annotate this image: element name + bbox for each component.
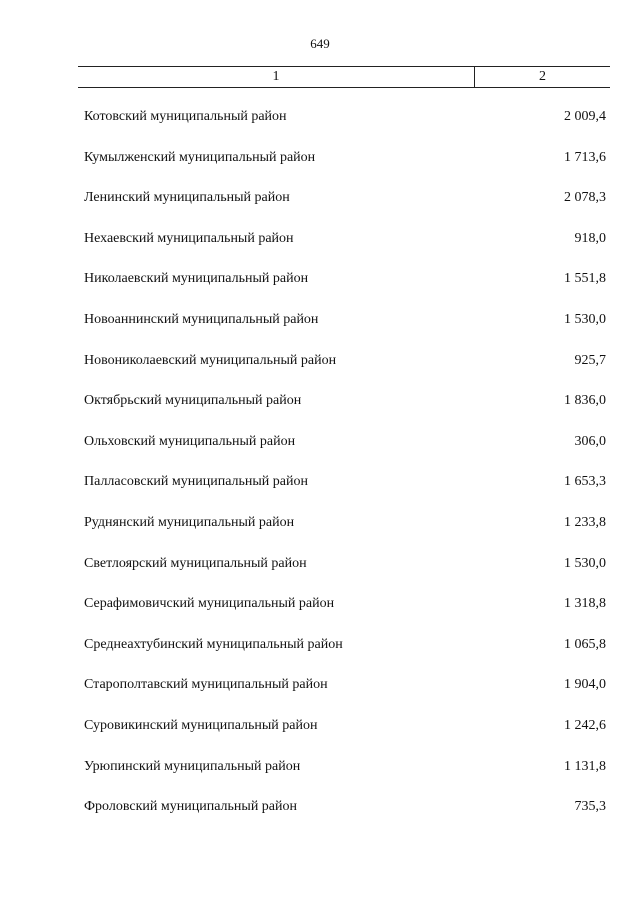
- district-value: 1 318,8: [564, 596, 606, 612]
- district-name: Руднянский муниципальный район: [84, 514, 295, 530]
- district-name: Фроловский муниципальный район: [84, 799, 298, 815]
- column-header-1: 1: [78, 67, 475, 87]
- table-row: [84, 351, 606, 392]
- district-name: Николаевский муниципальный район: [84, 271, 309, 287]
- district-value: 2 009,4: [564, 109, 606, 124]
- district-value: 918,0: [574, 230, 606, 246]
- table-row: [84, 513, 606, 554]
- district-name: Новоаннинский муниципальный район: [84, 311, 319, 327]
- district-value: 1 065,8: [564, 636, 606, 652]
- table-row: [84, 391, 606, 432]
- district-name: Котовский муниципальный район: [84, 109, 287, 124]
- district-name: Суровикинский муниципальный район: [84, 717, 318, 733]
- district-name: Светлоярский муниципальный район: [84, 555, 307, 571]
- district-value: 1 233,8: [564, 514, 606, 530]
- table-row: [84, 229, 606, 270]
- district-name: Ленинский муниципальный район: [84, 190, 290, 206]
- district-name: Урюпинский муниципальный район: [84, 758, 301, 774]
- district-value: 2 078,3: [564, 190, 606, 206]
- table-row: [84, 675, 606, 716]
- district-name: Новониколаевский муниципальный район: [84, 352, 337, 368]
- district-name: Нехаевский муниципальный район: [84, 230, 294, 246]
- table-row: [84, 635, 606, 676]
- table-row: [84, 188, 606, 229]
- table-row: [84, 594, 606, 635]
- table-row: [84, 757, 606, 798]
- district-value: 1 904,0: [564, 677, 606, 693]
- column-header-2: 2: [539, 69, 546, 84]
- district-value: 1 131,8: [564, 758, 606, 774]
- district-name: Кумылженский муниципальный район: [84, 149, 316, 165]
- district-value: 1 530,0: [564, 311, 606, 327]
- table-row: [84, 797, 606, 838]
- district-value: 1 836,0: [564, 393, 606, 409]
- table-row: [84, 472, 606, 513]
- district-value: 1 713,6: [564, 149, 606, 165]
- table-row: [84, 432, 606, 473]
- district-value: 1 653,3: [564, 474, 606, 490]
- district-name: Старополтавский муниципальный район: [84, 677, 328, 693]
- district-value: 735,3: [574, 799, 606, 815]
- district-name: Серафимовичский муниципальный район: [84, 596, 335, 612]
- table-body: [84, 107, 606, 838]
- table-row: [84, 554, 606, 595]
- table-row: [84, 107, 606, 148]
- district-value: 925,7: [574, 352, 606, 368]
- district-value: 1 551,8: [564, 271, 606, 287]
- table-row: [84, 310, 606, 351]
- district-name: Среднеахтубинский муниципальный район: [84, 636, 343, 652]
- district-value: 1 530,0: [564, 555, 606, 571]
- district-name: Палласовский муниципальный район: [84, 474, 308, 490]
- district-name: Ольховский муниципальный район: [84, 433, 296, 449]
- table-row: [84, 716, 606, 757]
- table-row: [84, 148, 606, 189]
- table-row: [84, 269, 606, 310]
- table-header: [78, 66, 610, 88]
- district-value: 1 242,6: [564, 717, 606, 733]
- district-name: Октябрьский муниципальный район: [84, 393, 302, 409]
- district-value: 306,0: [574, 433, 606, 449]
- page-number: 649: [310, 36, 330, 51]
